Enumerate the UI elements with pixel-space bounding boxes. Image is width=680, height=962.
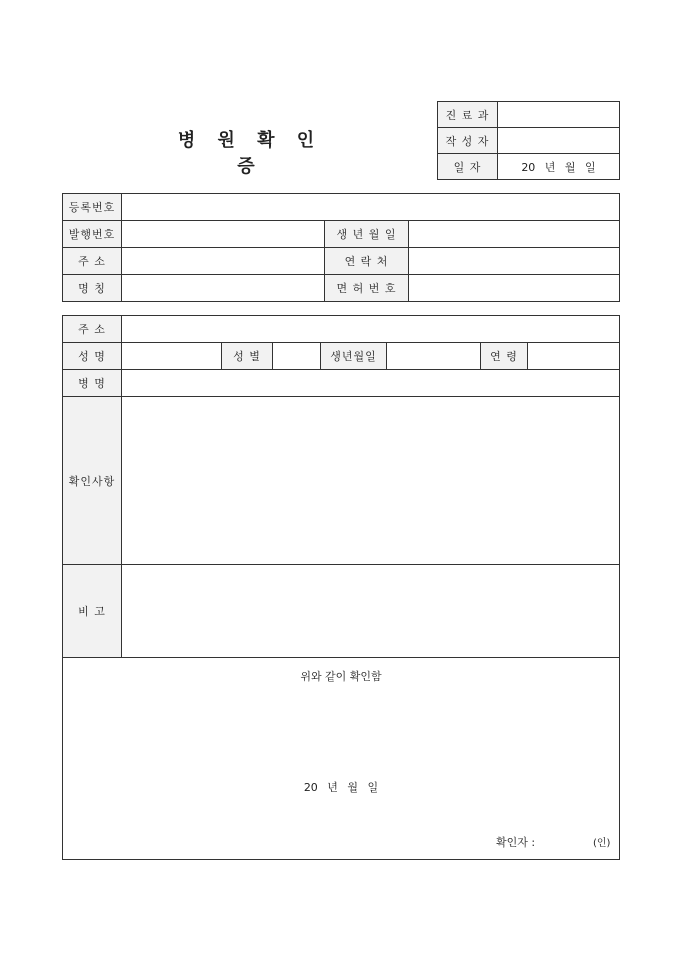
license-no-label: 면 허 번 호: [325, 275, 409, 302]
institution-name-field[interactable]: [122, 275, 325, 302]
approval-box: [437, 101, 620, 180]
signature-date: 20 년 월 일: [303, 781, 379, 794]
diagnosis-label: 병 명: [63, 370, 122, 397]
issue-no-field[interactable]: [122, 221, 325, 248]
department-field[interactable]: [498, 102, 620, 128]
patient-address-field[interactable]: [122, 316, 620, 343]
remarks-label: 비 고: [63, 565, 122, 658]
birth-date-field[interactable]: [409, 221, 620, 248]
patient-birth-date-label: 생년월일: [321, 343, 387, 370]
confirmer-label: 확인자 :: [496, 836, 536, 849]
sex-label: 성 별: [222, 343, 273, 370]
patient-name-label: 성 명: [63, 343, 122, 370]
patient-table: [62, 315, 620, 860]
seal-mark: (인): [593, 838, 611, 849]
issue-no-label: 발행번호: [63, 221, 122, 248]
document-title: 병 원 확 인 증: [177, 130, 323, 177]
patient-name-field[interactable]: [122, 343, 222, 370]
confirmation-field[interactable]: [122, 397, 620, 565]
sex-field[interactable]: [273, 343, 321, 370]
age-label: 연 령: [481, 343, 528, 370]
institution-address-field[interactable]: [122, 248, 325, 275]
statement-text: 위와 같이 확인함: [300, 670, 382, 683]
author-field[interactable]: [498, 128, 620, 154]
birth-date-label: 생 년 월 일: [325, 221, 409, 248]
date-field[interactable]: 20 년 월 일: [498, 154, 620, 180]
remarks-field[interactable]: [122, 565, 620, 658]
age-field[interactable]: [528, 343, 620, 370]
signature-section: [63, 658, 620, 860]
department-label: 진 료 과: [438, 102, 498, 128]
patient-address-label: 주 소: [63, 316, 122, 343]
patient-birth-date-field[interactable]: [387, 343, 481, 370]
contact-label: 연 락 처: [325, 248, 409, 275]
diagnosis-field[interactable]: [122, 370, 620, 397]
license-no-field[interactable]: [409, 275, 620, 302]
institution-name-label: 명 칭: [63, 275, 122, 302]
registration-no-label: 등록번호: [63, 194, 122, 221]
registration-no-field[interactable]: [122, 194, 620, 221]
institution-address-label: 주 소: [63, 248, 122, 275]
institution-table: [62, 193, 620, 302]
date-label: 일 자: [438, 154, 498, 180]
author-label: 작 성 자: [438, 128, 498, 154]
confirmation-label: 확인사항: [63, 397, 122, 565]
contact-field[interactable]: [409, 248, 620, 275]
